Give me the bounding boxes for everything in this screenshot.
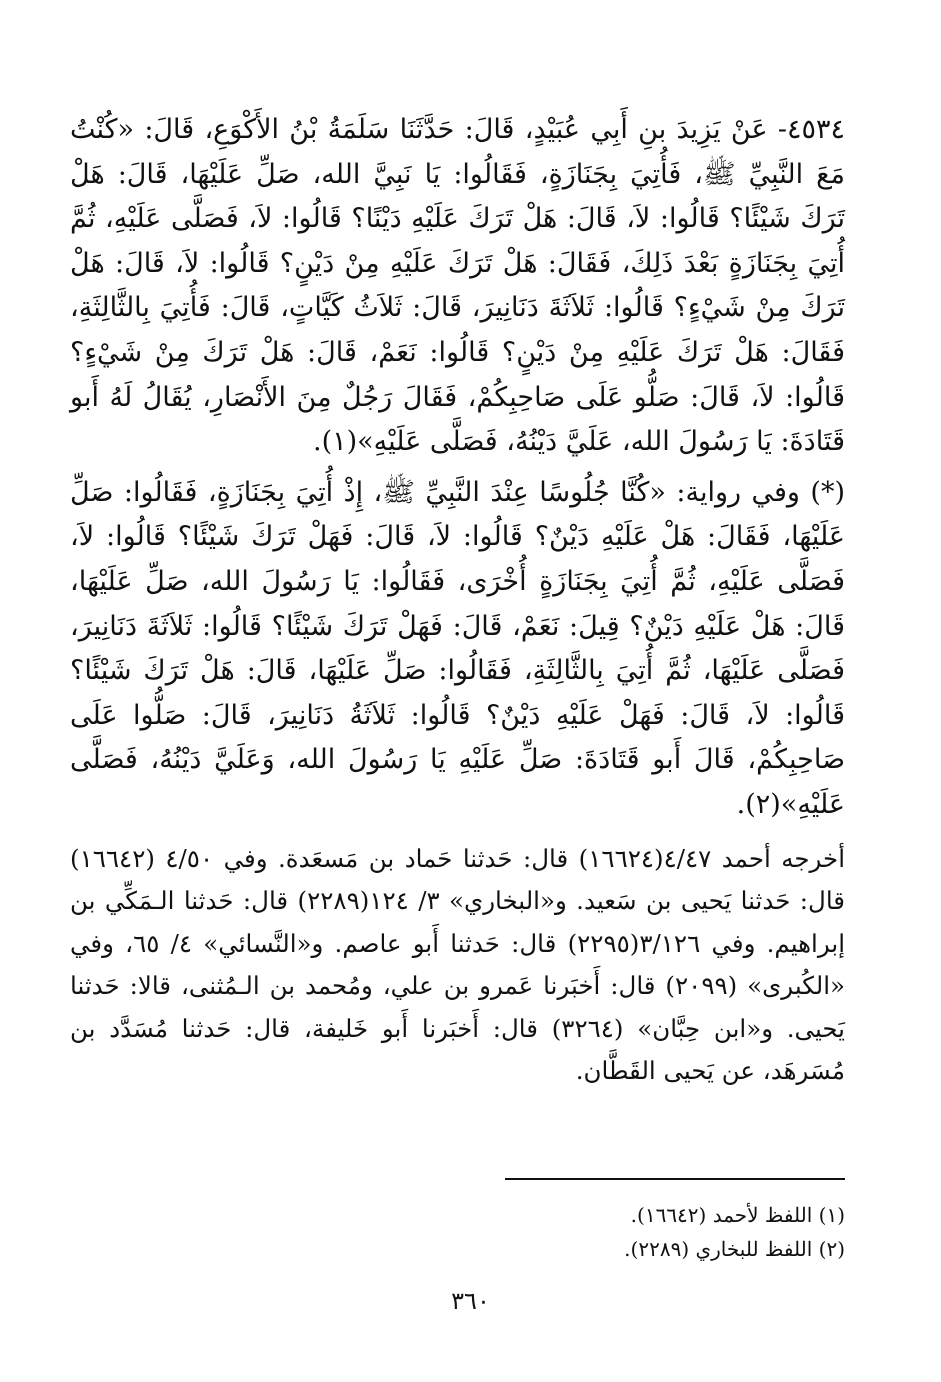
riwaya-paragraph: (*) وفي رواية: «كُنَّا جُلُوسًا عِنْدَ النَّبِيِّ ﷺ، إِذْ أُتِيَ بِجَنَازَةٍ، فَقَالُوا: صَلِّ عَلَيْهَا، فَقَالَ: هَلْ عَلَيْهِ دَيْنٌ؟ قَالُوا: لاَ، قَالَ: فَهَلْ تَرَكَ شَيْئًا؟ قَالُوا: لاَ، فَصَلَّى عَلَيْهِ، ثُمَّ أُتِيَ بِجَنَازَةٍ أُخْرَى، فَقَالُوا: يَا رَسُولَ الله، صَلِّ عَلَيْهَا، قَالَ: هَلْ عَلَيْهِ دَيْنٌ؟ قِيلَ: نَعَمْ، قَالَ: فَهَلْ تَرَكَ شَيْئًا؟ قَالُوا: ثَلاَثَةَ دَنَانِيرَ، فَصَلَّى عَلَيْهَا، ثُمَّ أُتِيَ بِالثَّالِثَةِ، فَقَالُوا: صَلِّ عَلَيْهَا، قَالَ: هَلْ تَرَكَ شَيْئًا؟ قَالُوا: لاَ، قَالَ: فَهَلْ عَلَيْهِ دَيْنٌ؟ قَالُوا: ثَلاَثَةُ دَنَانِيرَ، قَالَ: صَلُّوا عَلَى صَاحِبِكُمْ، قَالَ أَبو قَتَادَةَ: صَلِّ عَلَيْهِ يَا رَسُولَ الله، وَعَلَيَّ دَيْنُهُ، فَصَلَّى عَلَيْهِ»(٢). [70,476,845,820]
page-body [70,108,845,1093]
hadith-paragraph: ٤٥٣٤- عَنْ يَزِيدَ بنِ أَبِي عُبَيْدٍ، قَالَ: حَدَّثَنَا سَلَمَةُ بْنُ الأَكْوَعِ، قَالَ: «كُنْتُ مَعَ النَّبِيِّ ﷺ، فَأُتِيَ بِجَنَازَةٍ، فَقَالُوا: يَا نَبِيَّ الله، صَلِّ عَلَيْهَا، قَالَ: هَلْ تَرَكَ شَيْئًا؟ قَالُوا: لاَ، قَالَ: هَلْ تَرَكَ عَلَيْهِ دَيْنًا؟ قَالُوا: لاَ، فَصَلَّى عَلَيْهِ، ثُمَّ أُتِيَ بِجَنَازَةٍ بَعْدَ ذَلِكَ، فَقَالَ: هَلْ تَرَكَ عَلَيْهِ مِنْ دَيْنٍ؟ قَالُوا: لاَ، قَالَ: هَلْ تَرَكَ مِنْ شَيْءٍ؟ قَالُوا: ثَلاَثَةَ دَنَانِيرَ، قَالَ: ثَلاَثُ كَيَّاتٍ، قَالَ: فَأُتِيَ بِالثَّالِثَةِ، فَقَالَ: هَلْ تَرَكَ عَلَيْهِ مِنْ دَيْنٍ؟ قَالُوا: نَعَمْ، قَالَ: هَلْ تَرَكَ مِنْ شَيْءٍ؟ قَالُوا: لاَ، قَالَ: صَلُّو عَلَى صَاحِبِكُمْ، فَقَالَ رَجُلٌ مِنَ الأَنْصَارِ، يُقَالُ لَهُ أَبو قَتَادَةَ: يَا رَسُولَ الله، عَلَيَّ دَيْنُهُ، فَصَلَّى عَلَيْهِ»(١). [70,114,845,458]
takhrij-paragraph: أخرجه أحمد ٤/٤٧(١٦٦٢٤) قال: حَدثنا حَماد بن مَسعَدة. وفي ٤/٥٠ (١٦٦٤٢) قال: حَدثنا يَحيى بن سَعيد. و«البخاري» ٣/ ١٢٤(٢٢٨٩) قال: حَدثنا الـمَكِّي بن إبراهيم. وفي ٣/١٢٦(٢٢٩٥) قال: حَدثنا أَبو عاصم. و«النَّسائي» ٤/ ٦٥، وفي «الكُبرى» (٢٠٩٩) قال: أَخبَرنا عَمرو بن علي، ومُحمد بن الـمُثنى، قالا: حَدثنا يَحيى. و«ابن حِبَّان» (٣٢٦٤) قال: أَخبَرنا أَبو خَليفة، قال: حَدثنا مُسَدَّد بن مُسَرهَد، عن يَحيى القَطَّان. [70,843,845,1085]
page-number: ٣٦٠ [451,1287,490,1315]
footnote-2: (٢) اللفظ للبخاري (٢٢٨٩). [624,1237,845,1261]
footnotes [70,1198,845,1266]
footnote-separator [505,1178,845,1180]
footnote-1: (١) اللفظ لأحمد (١٦٦٤٢). [630,1203,845,1227]
